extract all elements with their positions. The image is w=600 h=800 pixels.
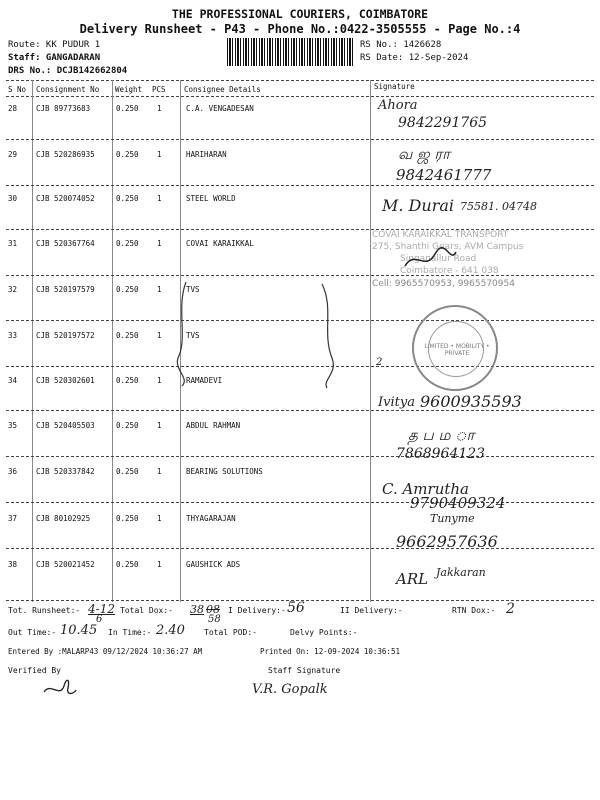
- rtn-dox-label: RTN Dox:-: [452, 606, 496, 615]
- total-dox-label: Total Dox:-: [120, 606, 173, 615]
- row-weight: 0.250: [116, 467, 139, 476]
- row-sno: 33: [8, 331, 18, 340]
- row-consignment-no: CJB 89773683: [36, 104, 91, 113]
- row-consignment-no: CJB 520405503: [36, 421, 95, 430]
- row-signature-phone: 75581. 04748: [460, 200, 537, 213]
- col-header-signature: Signature: [374, 82, 415, 91]
- row-weight: 0.250: [116, 104, 139, 113]
- table-top-rule: [6, 80, 594, 81]
- tot-runsheet-value: 4-12: [88, 602, 115, 616]
- row-rule: [6, 185, 594, 186]
- row-consignee: COVAI KARAIKKAL: [186, 239, 254, 248]
- row-weight: 0.250: [116, 514, 139, 523]
- row-pcs: 1: [157, 150, 162, 159]
- row-signature-phone: 9600935593: [420, 392, 522, 411]
- row-consignee: THYAGARAJAN: [186, 514, 236, 523]
- stamp-line: Cell: 9965570953, 9965570954: [372, 279, 515, 289]
- barcode: [227, 38, 355, 66]
- seal-text: LIMITED • MOBILITY • PRIVATE: [424, 343, 490, 357]
- row-consignee: C.A. VENGADESAN: [186, 104, 254, 113]
- row-consignee: STEEL WORLD: [186, 194, 236, 203]
- row-consignment-no: CJB 520074052: [36, 194, 95, 203]
- signature-scribble: [400, 244, 460, 274]
- row-sno: 35: [8, 421, 18, 430]
- row-consignment-no: CJB 520197579: [36, 285, 95, 294]
- tot-runsheet-label: Tot. Runsheet:-: [8, 606, 81, 615]
- row-signature-name: Jakkaran: [436, 566, 486, 579]
- i-delivery-label: I Delivery:-: [228, 606, 286, 615]
- row-weight: 0.250: [116, 421, 139, 430]
- entered-by: Entered By :MALARP43 09/12/2024 10:36:27 AM: [8, 647, 203, 656]
- row-signature: Ahora: [378, 98, 418, 113]
- row-weight: 0.250: [116, 239, 139, 248]
- col-header-pcs: PCS: [152, 85, 166, 94]
- row-signature-phone: 9842291765: [398, 115, 488, 131]
- row-signature: வ ஜ ரா: [398, 145, 450, 163]
- row-pcs: 1: [157, 285, 162, 294]
- company-name: THE PROFESSIONAL COURIERS, COIMBATORE: [171, 7, 429, 21]
- row-consignee: RAMADEVI: [186, 376, 223, 385]
- row-sno: 28: [8, 104, 18, 113]
- row-consignee: TVS: [186, 331, 200, 340]
- row-pcs: 1: [157, 376, 162, 385]
- col-header-consignee: Consignee Details: [184, 85, 261, 94]
- row-rule: [6, 548, 594, 549]
- row-signature: M. Durai: [382, 196, 454, 215]
- col-divider: [112, 80, 113, 602]
- row-pcs: 1: [157, 194, 162, 203]
- drs-number: DRS No.: DCJB142662804: [8, 66, 128, 76]
- row-signature: Ivitya: [378, 395, 415, 410]
- row-signature: C. Amrutha: [382, 480, 469, 498]
- row-signature-phone: 9662957636: [396, 532, 498, 551]
- row-consignee: ABDUL RAHMAN: [186, 421, 241, 430]
- row-weight: 0.250: [116, 376, 139, 385]
- row-consignee: TVS: [186, 285, 200, 294]
- row-signature-mark: 2: [376, 357, 383, 368]
- col-divider: [32, 80, 33, 602]
- row-consignment-no: CJB 80102925: [36, 514, 91, 523]
- row-sno: 32: [8, 285, 18, 294]
- row-consignment-no: CJB 520367764: [36, 239, 95, 248]
- total-dox-value: 38: [190, 603, 204, 616]
- out-time-value: 10.45: [60, 623, 98, 638]
- row-weight: 0.250: [116, 331, 139, 340]
- verified-by-label: Verified By: [8, 666, 61, 675]
- row-signature: ARL: [396, 570, 429, 588]
- rtn-dox-value: 2: [506, 601, 515, 617]
- runsheet-title: Delivery Runsheet - P43 - Phone No.:0422-3505555 - Page No.:4: [79, 22, 521, 36]
- total-pod-label: Total POD:-: [204, 628, 257, 637]
- row-weight: 0.250: [116, 285, 139, 294]
- col-header-weight: Weight: [115, 85, 143, 94]
- row-rule: [6, 275, 594, 276]
- row-signature-phone: 9790409324: [410, 494, 506, 512]
- row-pcs: 1: [157, 239, 162, 248]
- tot-runsheet-sub: 6: [96, 614, 103, 625]
- row-rule: [6, 456, 594, 457]
- header-rule: [6, 96, 594, 97]
- row-pcs: 1: [157, 560, 162, 569]
- row-sno: 36: [8, 467, 18, 476]
- rs-date: RS Date: 12-Sep-2024: [360, 53, 469, 63]
- i-delivery-value: 56: [287, 600, 305, 616]
- row-weight: 0.250: [116, 150, 139, 159]
- row-weight: 0.250: [116, 560, 139, 569]
- staff: Staff: GANGADARAN: [8, 53, 101, 63]
- row-pcs: 1: [157, 421, 162, 430]
- out-time-label: Out Time:-: [8, 628, 57, 637]
- col-header-sno: S No: [8, 85, 27, 94]
- row-pcs: 1: [157, 467, 162, 476]
- row-consignment-no: CJB 520286935: [36, 150, 95, 159]
- row-consignee: BEARING SOLUTIONS: [186, 467, 263, 476]
- ii-delivery-label: II Delivery:-: [340, 606, 403, 615]
- staff-signature-name: V.R. Gopalk: [252, 682, 328, 697]
- total-dox-sub: 58: [208, 614, 221, 625]
- row-signature: த ப ம ா: [408, 426, 475, 444]
- row-consignment-no: CJB 520302601: [36, 376, 95, 385]
- row-signature: Tunyme: [430, 512, 475, 525]
- row-consignment-no: CJB 520337842: [36, 467, 95, 476]
- row-sno: 29: [8, 150, 18, 159]
- row-signature-phone: 9842461777: [396, 166, 492, 184]
- in-time-value: 2.40: [156, 623, 185, 638]
- row-consignment-no: CJB 520197572: [36, 331, 95, 340]
- row-sno: 31: [8, 239, 18, 248]
- col-divider: [370, 80, 371, 602]
- row-pcs: 1: [157, 514, 162, 523]
- row-pcs: 1: [157, 331, 162, 340]
- total-dox-struck: 08: [206, 603, 220, 616]
- row-rule: [6, 139, 594, 140]
- row-sno: 38: [8, 560, 18, 569]
- row-weight: 0.250: [116, 194, 139, 203]
- in-time-label: In Time:-: [108, 628, 152, 637]
- row-consignee: HARIHARAN: [186, 150, 227, 159]
- stamp-line: Singanallur Road: [400, 254, 477, 264]
- stamp-line: COVAI KARAIKKAL TRANSPORT: [372, 230, 509, 240]
- row-consignee: GAUSHICK ADS: [186, 560, 241, 569]
- verifier-signature: [40, 672, 80, 700]
- row-rule: [6, 502, 594, 503]
- staff-signature-label: Staff Signature: [268, 666, 341, 675]
- printed-on: Printed On: 12-09-2024 10:36:51: [260, 647, 400, 656]
- row-consignment-no: CJB 520021452: [36, 560, 95, 569]
- rs-number: RS No.: 1426628: [360, 40, 442, 50]
- col-header-consignment: Consignment No: [36, 85, 100, 94]
- row-pcs: 1: [157, 104, 162, 113]
- company-seal: [412, 305, 498, 391]
- route: Route: KK PUDUR 1: [8, 40, 101, 50]
- row-sno: 34: [8, 376, 18, 385]
- row-sno: 30: [8, 194, 18, 203]
- delvy-points-label: Delvy Points:-: [290, 628, 358, 637]
- row-sno: 37: [8, 514, 18, 523]
- row-signature-phone: 7868964123: [396, 446, 486, 462]
- stamp-line: 275, Shanthi Gears, AVM Campus: [372, 242, 524, 252]
- stamp-line: Coimbatore - 641 038: [400, 266, 499, 276]
